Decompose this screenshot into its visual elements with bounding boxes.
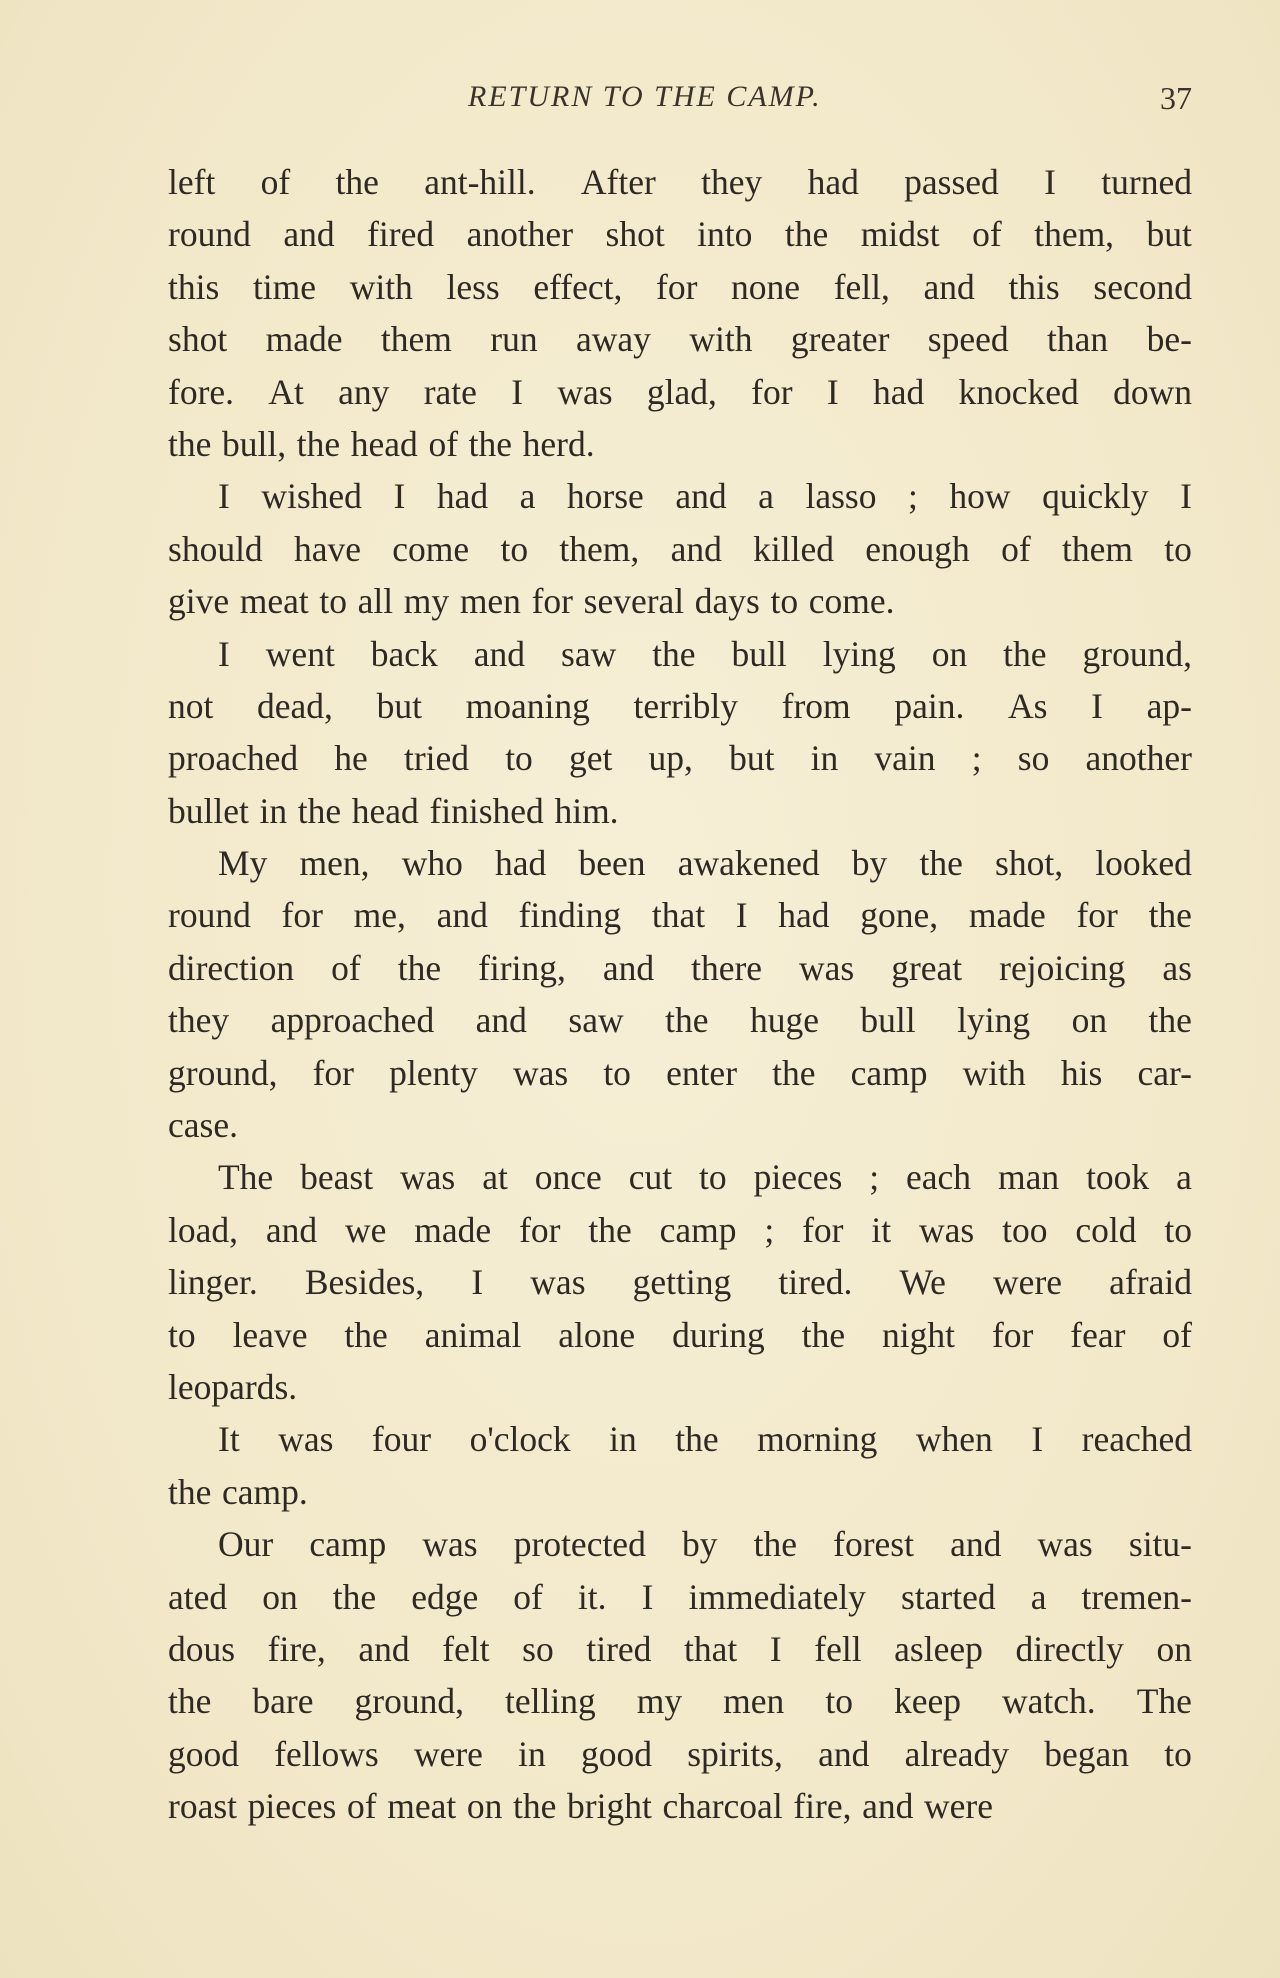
page-number: 37 bbox=[1160, 80, 1192, 116]
paragraph bbox=[168, 156, 1192, 470]
text-line: round and fired another shot into the midst of them, but bbox=[168, 214, 1192, 255]
text-line: bullet in the head finished him. bbox=[168, 790, 619, 831]
text-line: It was four o'clock in the morning when I reached bbox=[218, 1419, 1192, 1460]
text-line: load, and we made for the camp ; for it was too cold to bbox=[168, 1209, 1192, 1250]
text-line: to leave the animal alone during the night for fear of bbox=[168, 1314, 1192, 1355]
text-line: left of the ant-hill. After they had passed I turned bbox=[168, 162, 1192, 202]
text-line: shot made them run away with greater speed than be- bbox=[168, 319, 1192, 360]
paragraph bbox=[168, 1518, 1192, 1832]
text-line: I went back and saw the bull lying on the ground, bbox=[218, 633, 1192, 674]
text-line: good fellows were in good spirits, and already began to bbox=[168, 1733, 1192, 1774]
paragraph bbox=[168, 628, 1192, 838]
running-head bbox=[168, 80, 1192, 120]
text-line: fore. At any rate I was glad, for I had knocked down bbox=[168, 371, 1192, 412]
text-line: case. bbox=[168, 1105, 238, 1146]
text-line: not dead, but moaning terribly from pain. As I ap- bbox=[168, 685, 1192, 726]
text-line: roast pieces of meat on the bright charcoal fire, and were bbox=[168, 1786, 993, 1827]
paragraph bbox=[168, 837, 1192, 1151]
text-line: Our camp was protected by the forest and was situ- bbox=[218, 1524, 1192, 1565]
text-line: direction of the firing, and there was great rejoicing as bbox=[168, 947, 1192, 988]
body-text bbox=[168, 156, 1192, 1833]
text-line: linger. Besides, I was getting tired. We were afraid bbox=[168, 1262, 1192, 1303]
text-line: give meat to all my men for several days to come. bbox=[168, 581, 895, 622]
text-line: the bull, the head of the herd. bbox=[168, 423, 595, 464]
text-line: the bare ground, telling my men to keep watch. The bbox=[168, 1681, 1192, 1722]
text-line: they approached and saw the huge bull lying on the bbox=[168, 1000, 1192, 1041]
running-title: RETURN TO THE CAMP. bbox=[468, 80, 822, 113]
text-line: this time with less effect, for none fell, and this second bbox=[168, 266, 1192, 307]
text-line: round for me, and finding that I had gone, made for the bbox=[168, 895, 1192, 936]
text-line: should have come to them, and killed enough of them to bbox=[168, 528, 1192, 569]
text-line: proached he tried to get up, but in vain ; so another bbox=[168, 738, 1192, 779]
text-line: dous fire, and felt so tired that I fell asleep directly on bbox=[168, 1628, 1192, 1669]
paragraph bbox=[168, 1413, 1192, 1518]
text-line: I wished I had a horse and a lasso ; how quickly I bbox=[218, 476, 1192, 517]
text-line: the camp. bbox=[168, 1471, 308, 1512]
paragraph bbox=[168, 1151, 1192, 1413]
paragraph bbox=[168, 470, 1192, 627]
text-line: The beast was at once cut to pieces ; each man took a bbox=[218, 1157, 1192, 1198]
text-line: My men, who had been awakened by the shot, looked bbox=[218, 843, 1192, 884]
text-line: ground, for plenty was to enter the camp with his car- bbox=[168, 1052, 1192, 1093]
text-line: ated on the edge of it. I immediately started a tremen- bbox=[168, 1576, 1192, 1617]
text-line: leopards. bbox=[168, 1366, 298, 1407]
